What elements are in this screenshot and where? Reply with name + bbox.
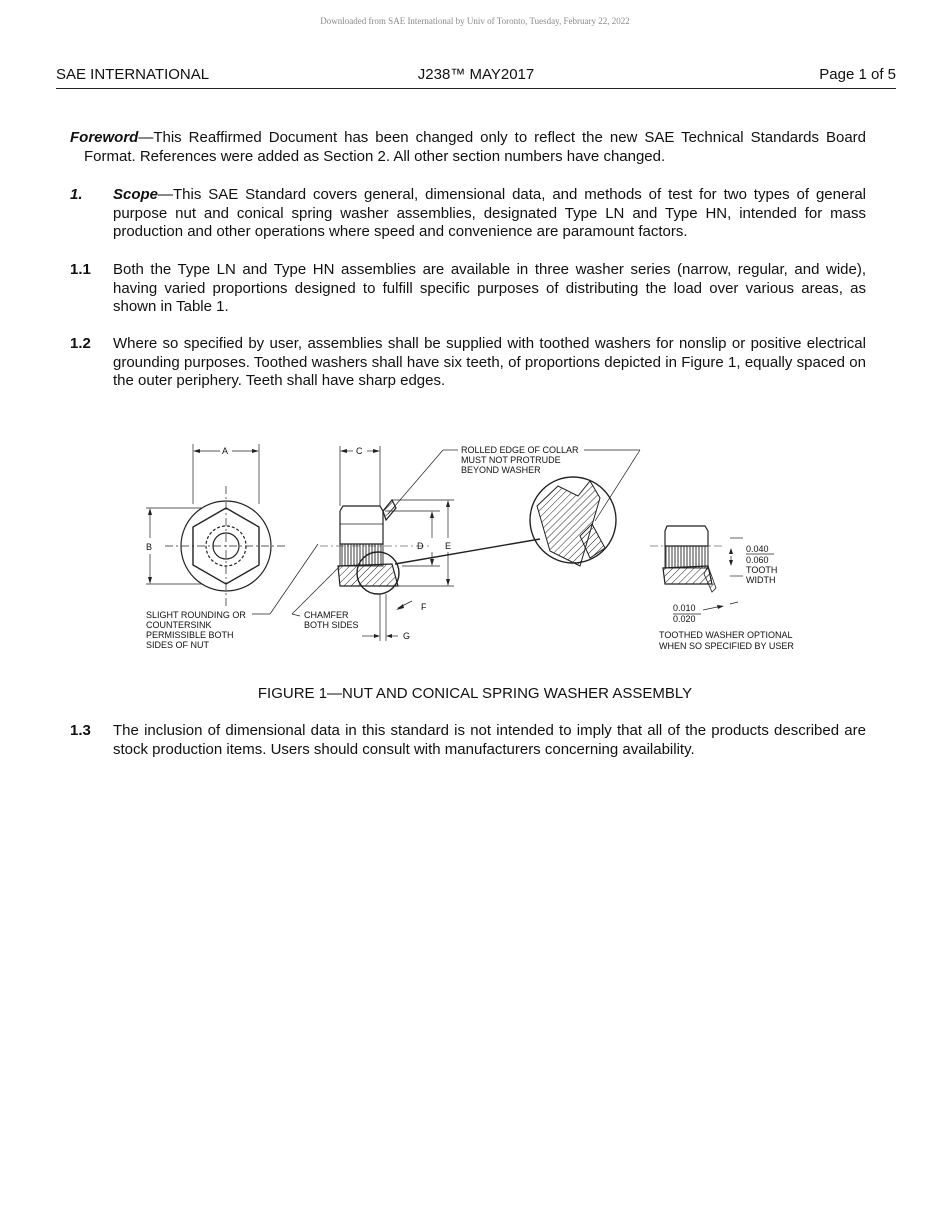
dimension-b-label: B — [146, 542, 153, 552]
top-view — [146, 444, 288, 608]
tooth-width-label-1: TOOTH — [746, 565, 778, 575]
figure-caption: FIGURE 1—NUT AND CONICAL SPRING WASHER ASSEMBLY — [257, 685, 693, 702]
foreword-paragraph — [70, 129, 866, 166]
section-text: The inclusion of dimensional data in this standard is not intended to imply that all of the products described are stock production items. Users should consult with manufacturers concerning availability. — [113, 722, 866, 758]
dimension-g-label: G — [403, 631, 411, 641]
section-title: Scope — [113, 186, 159, 203]
dimension-f-label: F — [421, 602, 427, 612]
section-text: Where so specified by user, assemblies shall be supplied with toothed washers for nonslip or positive electrical grounding purposes. Toothed washers shall have six teeth, of proportions depicted in Figure 1, equally spaced on the outer periphery. Teeth shall have sharp edges. — [113, 335, 866, 390]
rolled-edge-note-line-3: BEYOND WASHER — [461, 465, 541, 475]
rounding-note-line-1: SLIGHT ROUNDING OR — [146, 610, 246, 620]
rolled-edge-note-line-2: MUST NOT PROTRUDE — [461, 455, 561, 465]
section-text: Both the Type LN and Type HN assemblies are available in three washer series (narrow, regular, and wide), having varied proportions designed to fulfill specific purposes of distributing the load over various areas, as shown in Table 1. — [113, 261, 866, 316]
tooth-height-bottom: 0.020 — [673, 614, 696, 624]
section-1-paragraph — [113, 186, 866, 242]
toothed-washer-note-line-2: WHEN SO SPECIFIED BY USER — [659, 641, 794, 651]
tooth-width-top: 0.040 — [746, 544, 769, 554]
tooth-width-bottom: 0.060 — [746, 555, 769, 565]
section-number: 1.2 — [70, 335, 91, 352]
tooth-width-label-2: WIDTH — [746, 575, 776, 585]
dimension-d-label: D — [417, 541, 424, 551]
section-1-3-paragraph — [113, 722, 866, 759]
toothed-washer-note-line-1: TOOTHED WASHER OPTIONAL — [659, 630, 793, 640]
section-1-1-paragraph — [113, 261, 866, 317]
dimension-c-label: C — [356, 446, 363, 456]
section-number: 1. — [70, 186, 83, 203]
figure-nut-washer-assembly — [140, 436, 810, 661]
rounding-note-line-3: PERMISSIBLE BOTH — [146, 630, 234, 640]
chamfer-note-line-2: BOTH SIDES — [304, 620, 359, 630]
dimension-e-label: E — [445, 541, 452, 551]
section-number: 1.3 — [70, 722, 91, 739]
header-page-number: Page 1 of 5 — [819, 66, 896, 83]
section-number: 1.1 — [70, 261, 91, 278]
figure-drawing — [140, 436, 810, 661]
tooth-height-top: 0.010 — [673, 603, 696, 613]
download-note: Downloaded from SAE International by Univ of Toronto, Tuesday, February 22, 2022 — [320, 16, 630, 26]
foreword-text: —This Reaffirmed Document has been changed only to reflect the new SAE Technical Standards Board Format. References were added as Section 2. All other section numbers have changed. — [84, 129, 866, 165]
page-header — [56, 66, 896, 89]
detail-view — [530, 477, 616, 566]
section-text: —This SAE Standard covers general, dimensional data, and methods of test for two types of general purpose nut and conical spring washer assemblies, designated Type LN and Type HN, intended for mass production and other operations where speed and convenience are paramount factors. — [113, 186, 866, 241]
foreword-label: Foreword — [70, 129, 139, 146]
chamfer-note-line-1: CHAMFER — [304, 610, 349, 620]
header-document-id: J238™ MAY2017 — [417, 66, 535, 83]
rounding-note-line-4: SIDES OF NUT — [146, 640, 210, 650]
header-organization: SAE INTERNATIONAL — [56, 66, 210, 83]
section-1-2-paragraph — [113, 335, 866, 391]
rounding-note-line-2: COUNTERSINK — [146, 620, 212, 630]
dimension-a-label: A — [222, 446, 229, 456]
rolled-edge-note-line-1: ROLLED EDGE OF COLLAR — [461, 445, 579, 455]
